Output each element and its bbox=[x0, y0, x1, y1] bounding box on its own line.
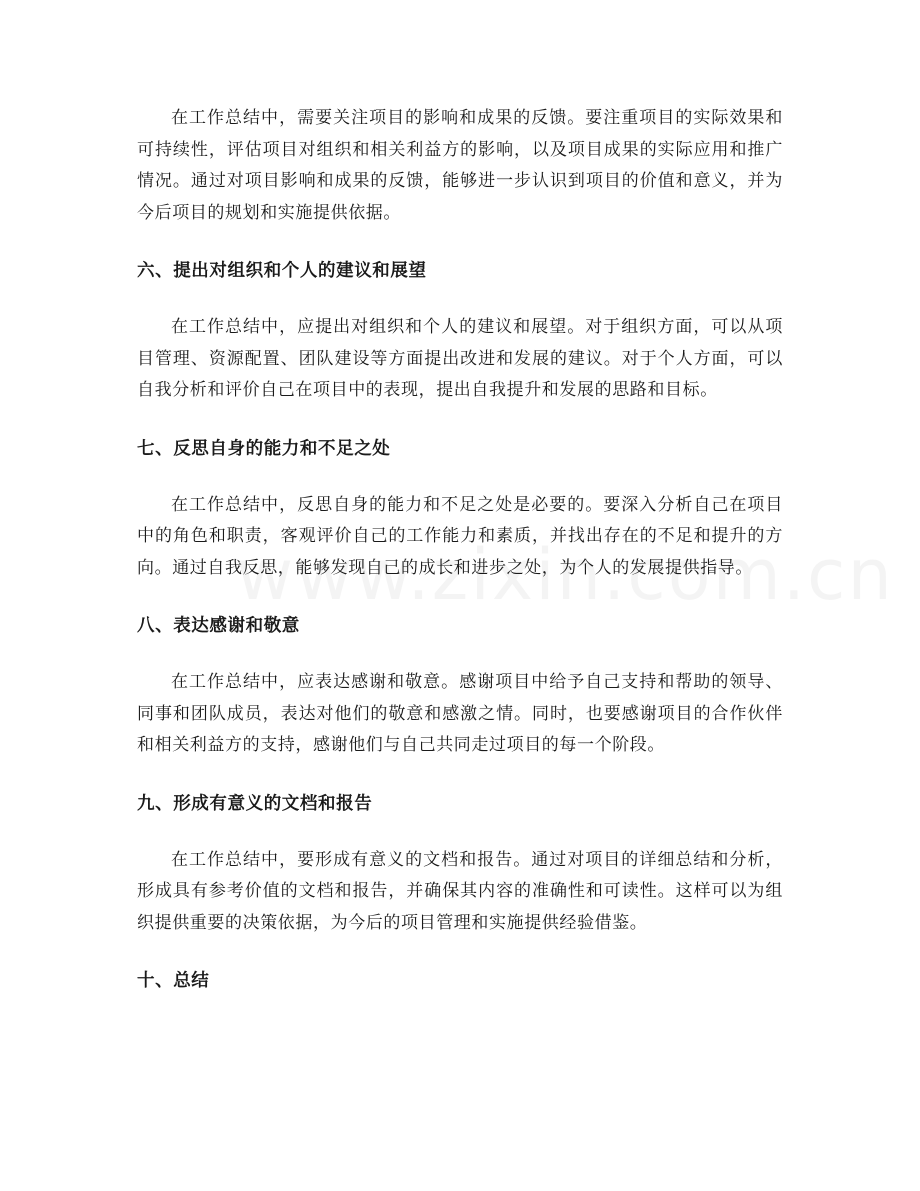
section-paragraph-6: 在工作总结中，应提出对组织和个人的建议和展望。对于组织方面，可以从项目管理、资源配置、团队建设等方面提出改进和发展的建议。对于个人方面，可以自我分析和评价自己在项目中的表现，提出自我提升和发展的思路和目标。 bbox=[137, 317, 783, 400]
intro-paragraph: 在工作总结中，需要关注项目的影响和成果的反馈。要注重项目的实际效果和可持续性，评估项目对组织和相关利益方的影响，以及项目成果的实际应用和推广情况。通过对项目影响和成果的反馈，能够进一步认识到项目的价值和意义，并为今后项目的规划和实施提供依据。 bbox=[137, 108, 783, 223]
section-heading-10: 十、总结 bbox=[137, 971, 210, 991]
section-paragraph-8: 在工作总结中，应表达感谢和敬意。感谢项目中给予自己支持和帮助的领导、同事和团队成员，表达对他们的敬意和感激之情。同时，也要感谢项目的合作伙伴和相关利益方的支持，感谢他们与自己共同走过项目的每一个阶段。 bbox=[137, 672, 783, 755]
section-heading-6: 六、提出对组织和个人的建议和展望 bbox=[137, 261, 427, 281]
section-heading-7: 七、反思自身的能力和不足之处 bbox=[137, 438, 391, 459]
section-paragraph-9: 在工作总结中，要形成有意义的文档和报告。通过对项目的详细总结和分析，形成具有参考价值的文档和报告，并确保其内容的准确性和可读性。这样可以为组织提供重要的决策依据，为今后的项目管理和实施提供经验借鉴。 bbox=[137, 849, 783, 933]
section-heading-8: 八、表达感谢和敬意 bbox=[137, 616, 300, 636]
section-paragraph-7: 在工作总结中，反思自身的能力和不足之处是必要的。要深入分析自己在项目中的角色和职责，客观评价自己的工作能力和素质，并找出存在的不足和提升的方向。通过自我反思，能够发现自己的成长和进步之处，为个人的发展提供指导。 bbox=[137, 494, 783, 578]
section-heading-9: 九、形成有意义的文档和报告 bbox=[137, 793, 373, 814]
document-body bbox=[137, 103, 783, 997]
